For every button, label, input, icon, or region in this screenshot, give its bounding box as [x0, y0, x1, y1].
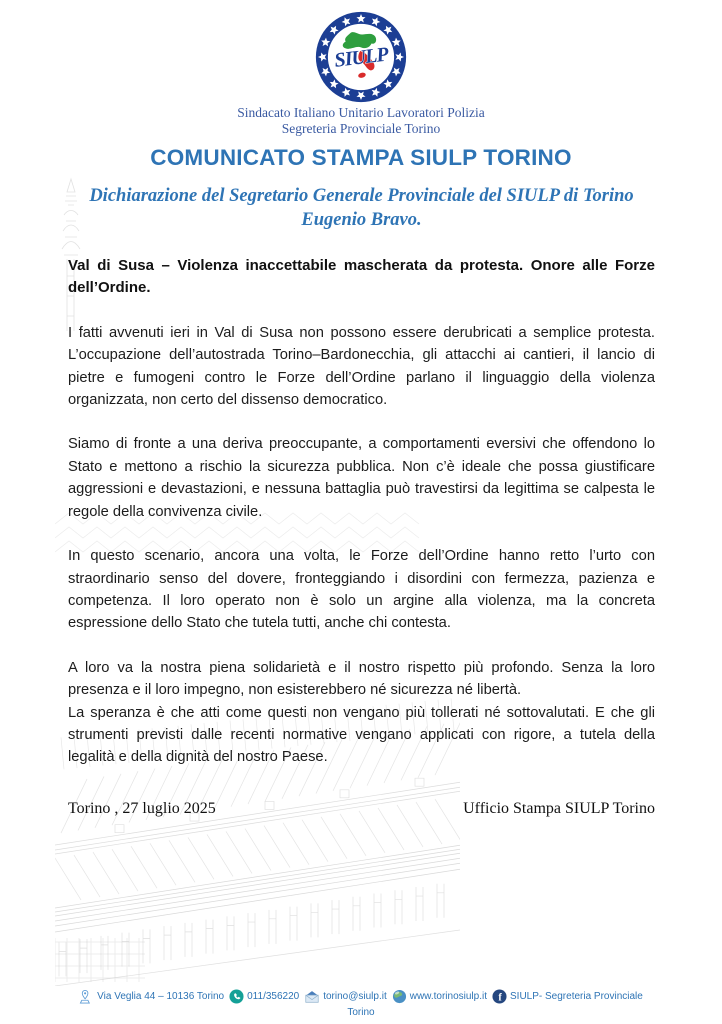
org-name-line1: Sindacato Italiano Unitario Lavoratori Polizia [237, 105, 485, 120]
email-item [304, 990, 387, 1003]
email-link[interactable]: torino@siulp.it [323, 991, 387, 1002]
address-item [79, 989, 224, 1004]
facebook-text: SIULP- Segreteria Provinciale [510, 991, 643, 1002]
website-link[interactable]: www.torinosiulp.it [409, 991, 487, 1002]
paragraph-5: La speranza è che atti come questi non vengano più tollerati né sottovalutati. E che gli strumenti previsti dalle recenti normative vengano applicati con rigore, a tutela della legalità e della dignità del nostro Paese. [68, 704, 655, 766]
paragraph-3: In questo scenario, ancora una volta, le Forze dell’Ordine hanno retto l’urto con straordinario senso del dovere, fronteggiando i disordini con fermezza, pazienza e competenza. Il loro operato non è solo un argine alla violenza, ma la concreta espressione dello Stato che tutela tutti, anche chi contesta. [68, 548, 655, 632]
website-item [392, 989, 487, 1004]
press-release-banner: COMUNICATO STAMPA SIULP TORINO [150, 145, 572, 171]
facebook-icon [492, 989, 507, 1004]
contact-footer [0, 989, 722, 1018]
phone-item [229, 989, 299, 1004]
document-title: Dichiarazione del Segretario Generale Provinciale del SIULP di Torino Eugenio Bravo. [89, 186, 634, 231]
contact-line [0, 989, 722, 1004]
signature: Ufficio Stampa SIULP Torino [463, 799, 655, 817]
paragraph-1: I fatti avvenuti ieri in Val di Susa non possono essere derubricati a semplice protesta. L’occupazione dell’autostrada Torino–Bardonecchia, gli attacchi ai cantieri, il lancio di pietre e fumogeni contro le Forze dell’Ordine parlano il linguaggio della violenza organizzata, non certo del dissenso democratico. [68, 324, 655, 409]
envelope-icon [304, 990, 320, 1003]
facebook-item [492, 989, 643, 1004]
document-body [0, 184, 722, 818]
globe-icon [392, 989, 407, 1004]
siulp-logo-icon [313, 9, 409, 105]
subject-heading: Val di Susa – Violenza inaccettabile mascherata da protesta. Onore alle Forze dell’Ordine. [68, 256, 655, 297]
svg-text:SIULP: SIULP [333, 43, 389, 72]
svg-text:f: f [498, 992, 502, 1004]
phone-text: 011/356220 [247, 991, 300, 1002]
siulp-logo [0, 0, 722, 105]
document-header [0, 0, 722, 171]
paragraph-2: Siamo di fronte a una deriva preoccupante, a comportamenti eversivi che offendono lo Stato e mettono a rischio la sicurezza pubblica. Non c’è ideale che possa giustificare aggressioni e devastazioni, e nessuna battaglia può travestirsi da legittima se calpesta le regole della convivenza civile. [68, 436, 655, 520]
paragraph-4: A loro va la nostra piena solidarietà e il nostro rispetto più profondo. Senza la loro presenza e il loro impegno, non esisterebbero né sicurezza né libertà. [68, 659, 655, 699]
address-text: Via Veglia 44 – 10136 Torino [97, 991, 225, 1002]
date-line: Torino , 27 luglio 2025 [68, 799, 216, 817]
contact-line-2: Torino [347, 1007, 375, 1018]
org-name-line2: Segreteria Provinciale Torino [281, 120, 441, 136]
phone-icon [229, 989, 244, 1004]
signature-row [68, 800, 655, 818]
map-pin-icon [79, 989, 94, 1004]
